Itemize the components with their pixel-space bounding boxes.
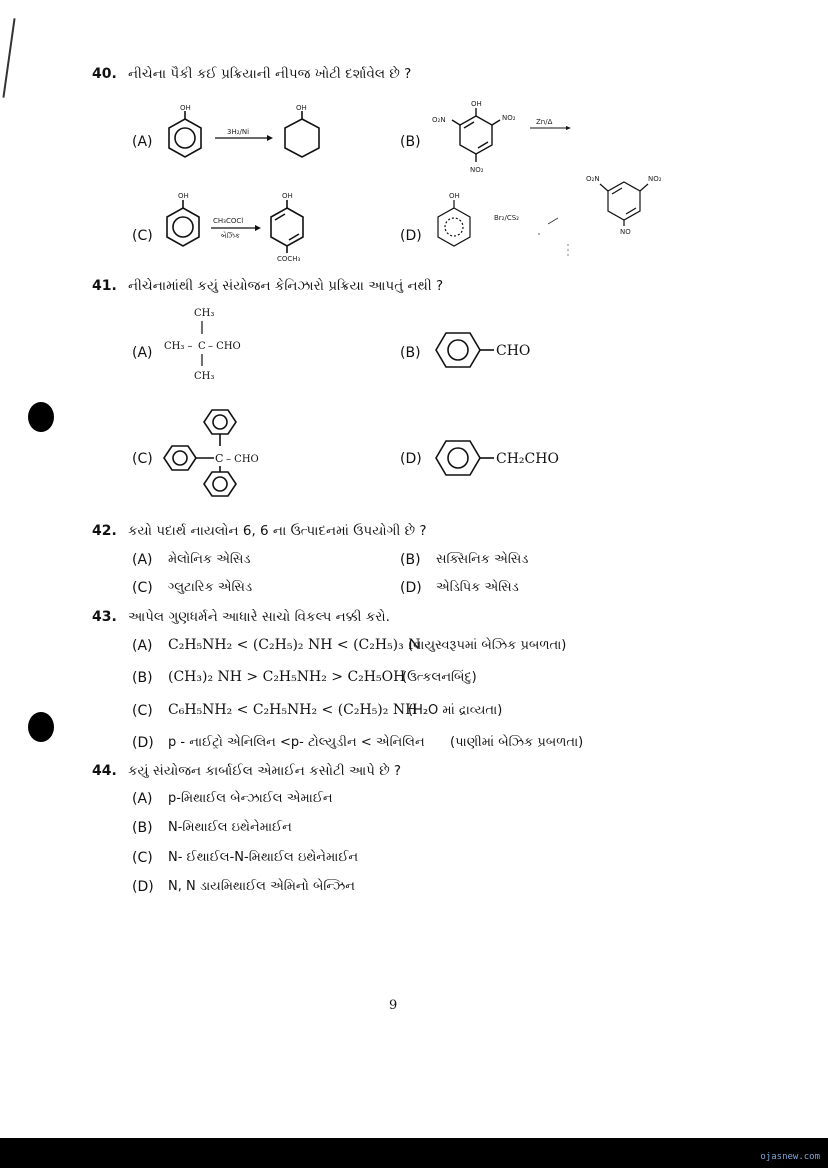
q43-option-d-label: (D) — [132, 735, 154, 751]
q43-number: 43. — [92, 609, 117, 625]
q40-option-c-structure — [155, 190, 325, 266]
q41-text: નીચેનામાંથી કયું સંયોજન કેનિઝારો પ્રક્રિયા આપતું નથી ? — [128, 278, 444, 294]
q43-text: આપેલ ગુણધર્મને આધારે સાચો વિકલ્પ નક્કી કરો. — [128, 609, 390, 625]
q43-option-a-note: (વાયુસ્વરૂપમાં બેઝિક પ્રબળતા) — [408, 638, 567, 653]
q41-option-a-structure — [160, 304, 270, 384]
svg-text:OH: OH — [282, 192, 293, 200]
cyclohexane-ring — [285, 111, 319, 157]
svg-text:O₂N: O₂N — [432, 116, 446, 124]
svg-text:CH₃: CH₃ — [194, 308, 215, 319]
q44-number: 44. — [92, 763, 117, 779]
svg-text:OH: OH — [449, 192, 460, 200]
q41-number: 41. — [92, 278, 117, 294]
svg-text:C: C — [215, 452, 224, 465]
q40-option-b-label: (B) — [400, 134, 421, 150]
q42-option-c-text: ગ્લુટારિક એસિડ — [168, 580, 253, 595]
q42-option-a-text: મેલોનિક એસિડ — [168, 552, 251, 567]
svg-text:OH: OH — [178, 192, 189, 200]
svg-text:Br₂/CS₂: Br₂/CS₂ — [494, 214, 519, 222]
q42-option-b-label: (B) — [400, 552, 421, 568]
q40-option-c-label: (C) — [132, 228, 153, 244]
q44-option-c-label: (C) — [132, 850, 153, 866]
q40-a-reagent: 3H₂/Ni — [227, 128, 250, 136]
q44-option-d-label: (D) — [132, 879, 154, 895]
svg-text:CHO: CHO — [496, 343, 531, 359]
q43-option-d-formula: p - નાઈટ્રો એનિલિન <p- ટોલ્યુડીન < એનિલિન — [168, 735, 425, 750]
q43-option-a-formula: C₂H₅NH₂ < (C₂H₅)₂ NH < (C₂H₅)₃ N — [168, 637, 421, 653]
svg-text:NO: NO — [620, 228, 631, 236]
svg-text:CH₃ –: CH₃ – — [164, 341, 193, 352]
punch-hole-bottom — [28, 712, 54, 742]
q42-option-b-text: સક્સિનિક એસિડ — [436, 552, 529, 567]
svg-text:CH₃: CH₃ — [194, 371, 215, 382]
q41-option-b-label: (B) — [400, 345, 421, 361]
q43-option-b-note: (ઉત્કલનબિંદુ) — [402, 670, 477, 685]
q44-option-c-text: N- ઈથાઈલ-N-મિથાઈલ ઇથેનેમાઈન — [168, 850, 359, 865]
svg-text:NO₂: NO₂ — [648, 175, 662, 183]
q43-option-a-label: (A) — [132, 638, 153, 654]
q44-option-a-label: (A) — [132, 791, 153, 807]
q44-option-b-text: N-મિથાઈલ ઇથેનેમાઈન — [168, 820, 292, 835]
q41-option-a-label: (A) — [132, 345, 153, 361]
q41-option-d-label: (D) — [400, 451, 422, 467]
svg-text:– CHO: – CHO — [208, 341, 241, 352]
q40-a-oh: OH — [180, 104, 191, 112]
q40-text: નીચેના પૈકી કઈ પ્રક્રિયાની નીપજ ખોટી દર્શાવેલ છે ? — [128, 66, 412, 82]
q40-option-d-label: (D) — [400, 228, 422, 244]
svg-text:CH₂CHO: CH₂CHO — [496, 451, 559, 467]
q43-option-b-formula: (CH₃)₂ NH > C₂H₅NH₂ > C₂H₅OH — [168, 669, 406, 685]
svg-text:NO₂: NO₂ — [470, 166, 484, 174]
q44-text: કયું સંયોજન કાર્બાઈલ એમાઈન કસોટી આપે છે ? — [128, 763, 402, 779]
svg-text:OH: OH — [471, 100, 482, 108]
q42-number: 42. — [92, 523, 117, 539]
svg-text:– CHO: – CHO — [226, 454, 259, 465]
q41-option-c-label: (C) — [132, 451, 153, 467]
svg-text:CH₃COCl: CH₃COCl — [213, 217, 244, 225]
q42-option-a-label: (A) — [132, 552, 153, 568]
svg-text:COCH₃: COCH₃ — [277, 255, 301, 263]
margin-line — [2, 18, 15, 97]
q44-option-b-label: (B) — [132, 820, 153, 836]
q42-option-d-label: (D) — [400, 580, 422, 596]
benzene-ring — [169, 111, 201, 157]
q43-option-d-note: (પાણીમાં બેઝિક પ્રબળતા) — [450, 735, 584, 750]
q40-option-d-structure — [428, 168, 668, 268]
q41-option-d-structure — [428, 436, 588, 480]
q42-text: કયો પદાર્થ નાયલોન 6, 6 ના ઉત્પાદનમાં ઉપયોગી છે ? — [128, 523, 427, 539]
q40-number: 40. — [92, 66, 117, 82]
q41-option-b-structure — [428, 328, 568, 372]
q43-option-c-label: (C) — [132, 703, 153, 719]
q40-option-b-structure — [428, 98, 598, 178]
page-number: 9 — [389, 998, 398, 1013]
watermark: ojasnew.com — [760, 1152, 820, 1162]
q40-a-product-oh: OH — [296, 104, 307, 112]
scan-footer-bar — [0, 1138, 828, 1168]
q44-option-a-text: p-મિથાઈલ બેન્ઝાઈલ એમાઈન — [168, 791, 333, 806]
q43-option-b-label: (B) — [132, 670, 153, 686]
svg-text:NO₂: NO₂ — [502, 114, 516, 122]
q41-option-c-structure — [160, 404, 290, 500]
svg-text:C: C — [198, 341, 206, 352]
q40-option-a-label: (A) — [132, 134, 153, 150]
q44-option-d-text: N, N ડાયમિથાઈલ એમિનો બેન્ઝિન — [168, 879, 355, 894]
svg-text:બેઝિક: બેઝિક — [221, 232, 240, 240]
q42-option-c-label: (C) — [132, 580, 153, 596]
q43-option-c-note: (H₂O માં દ્રાવ્યતા) — [408, 703, 503, 718]
svg-text:Zn/Δ: Zn/Δ — [536, 118, 553, 126]
svg-text:O₂N: O₂N — [586, 175, 600, 183]
q40-option-a-structure — [155, 104, 335, 174]
punch-hole-top — [28, 402, 54, 432]
q42-option-d-text: એડિપિક એસિડ — [436, 580, 519, 595]
q43-option-c-formula: C₆H₅NH₂ < C₂H₅NH₂ < (C₂H₅)₂ NH — [168, 702, 418, 718]
